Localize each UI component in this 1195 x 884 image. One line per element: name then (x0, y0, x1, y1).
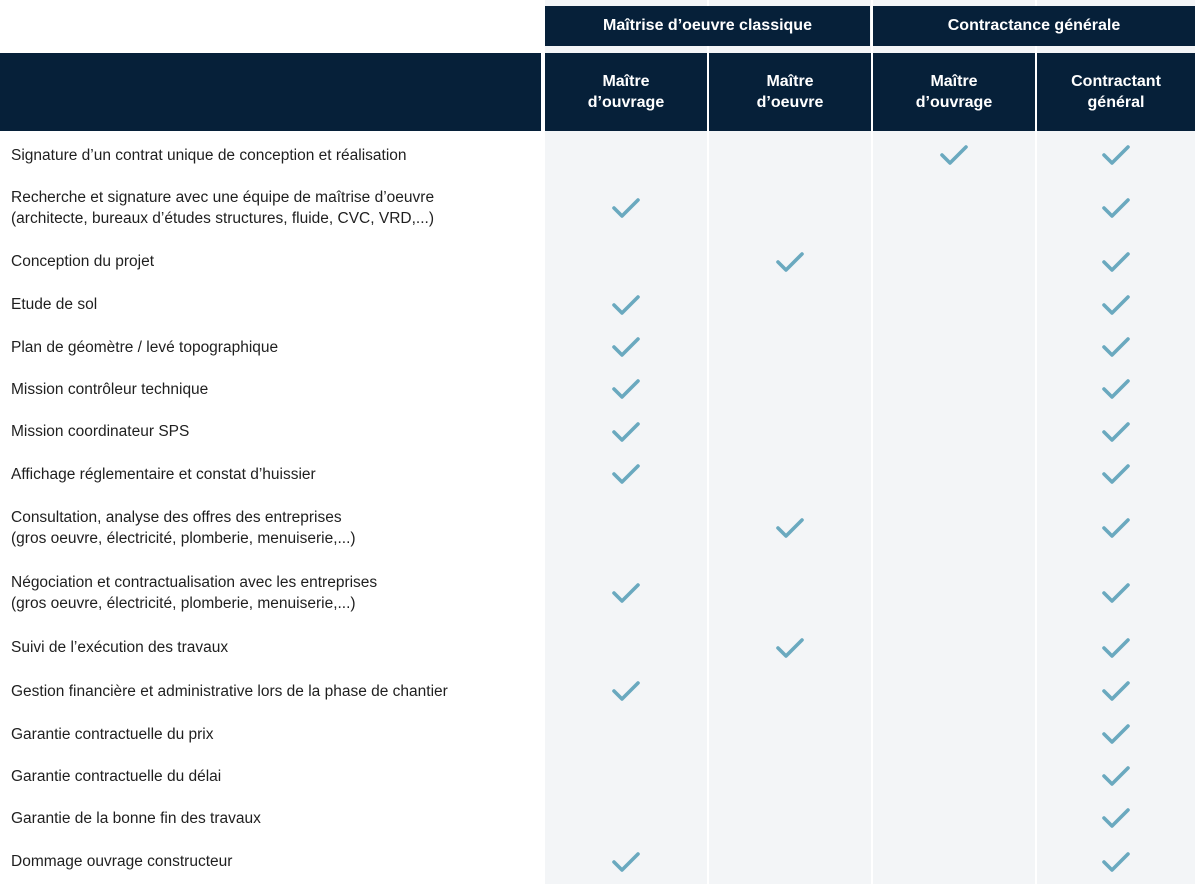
check-icon (1101, 251, 1131, 273)
check-icon (1101, 197, 1131, 219)
row-label: Affichage réglementaire et constat d’huissier (11, 465, 316, 483)
check-icon (611, 463, 641, 485)
row-label: Suivi de l’exécution des travaux (11, 639, 229, 656)
group-header-contractance: Contractance générale (873, 6, 1195, 46)
check-icon (1101, 336, 1131, 358)
row-label: Mission contrôleur technique (11, 380, 209, 398)
check-icon (1101, 851, 1131, 873)
check-icon (1101, 294, 1131, 316)
check-icon (1101, 378, 1131, 400)
row-label: Garantie contractuelle du délai (11, 767, 222, 785)
check-icon (939, 144, 969, 166)
check-icon (611, 851, 641, 873)
check-icon (1101, 463, 1131, 485)
check-icon (775, 251, 805, 273)
column-background (709, 0, 871, 884)
check-icon (1101, 517, 1131, 539)
row-label: Etude de sol (11, 296, 98, 313)
check-icon (1101, 582, 1131, 604)
check-icon (1101, 421, 1131, 443)
group-header-maitrise-oeuvre: Maîtrise d’oeuvre classique (545, 6, 870, 46)
check-icon (611, 197, 641, 219)
check-icon (1101, 765, 1131, 787)
column-header-maitre-oeuvre: Maître d’oeuvre (709, 53, 871, 131)
check-icon (611, 378, 641, 400)
check-icon (611, 336, 641, 358)
row-label: Recherche et signature avec une équipe de maîtrise d’oeuvre (architecte, bureaux d’études structures, fluide, CVC, VRD,...) (11, 189, 435, 227)
row-label: Signature d’un contrat unique de conception et réalisation (11, 146, 407, 164)
row-label: Négociation et contractualisation avec les entreprises (gros oeuvre, électricité, plomberie, menuiserie,...) (11, 574, 378, 612)
column-header-maitre-ouvrage-cg: Maître d’ouvrage (873, 53, 1035, 131)
row-label: Dommage ouvrage constructeur (11, 853, 233, 870)
check-icon (775, 517, 805, 539)
row-label: Gestion financière et administrative lors de la phase de chantier (11, 682, 448, 700)
row-label: Consultation, analyse des offres des entreprises (gros oeuvre, électricité, plomberie, menuiserie,...) (11, 508, 356, 547)
column-header-maitre-ouvrage-classique: Maître d’ouvrage (545, 53, 707, 131)
check-icon (611, 294, 641, 316)
row-label: Plan de géomètre / levé topographique (11, 338, 279, 356)
check-icon (611, 582, 641, 604)
check-icon (1101, 637, 1131, 659)
check-icon (1101, 144, 1131, 166)
check-icon (775, 637, 805, 659)
row-label: Garantie contractuelle du prix (11, 725, 214, 743)
header-band (0, 53, 541, 131)
column-background (873, 0, 1035, 884)
row-label: Mission coordinateur SPS (11, 423, 190, 440)
check-icon (611, 421, 641, 443)
row-label: Garantie de la bonne fin des travaux (11, 809, 261, 827)
column-header-contractant-general: Contractant général (1037, 53, 1195, 131)
check-icon (611, 680, 641, 702)
check-icon (1101, 680, 1131, 702)
check-icon (1101, 723, 1131, 745)
check-icon (1101, 807, 1131, 829)
row-label: Conception du projet (11, 253, 155, 270)
